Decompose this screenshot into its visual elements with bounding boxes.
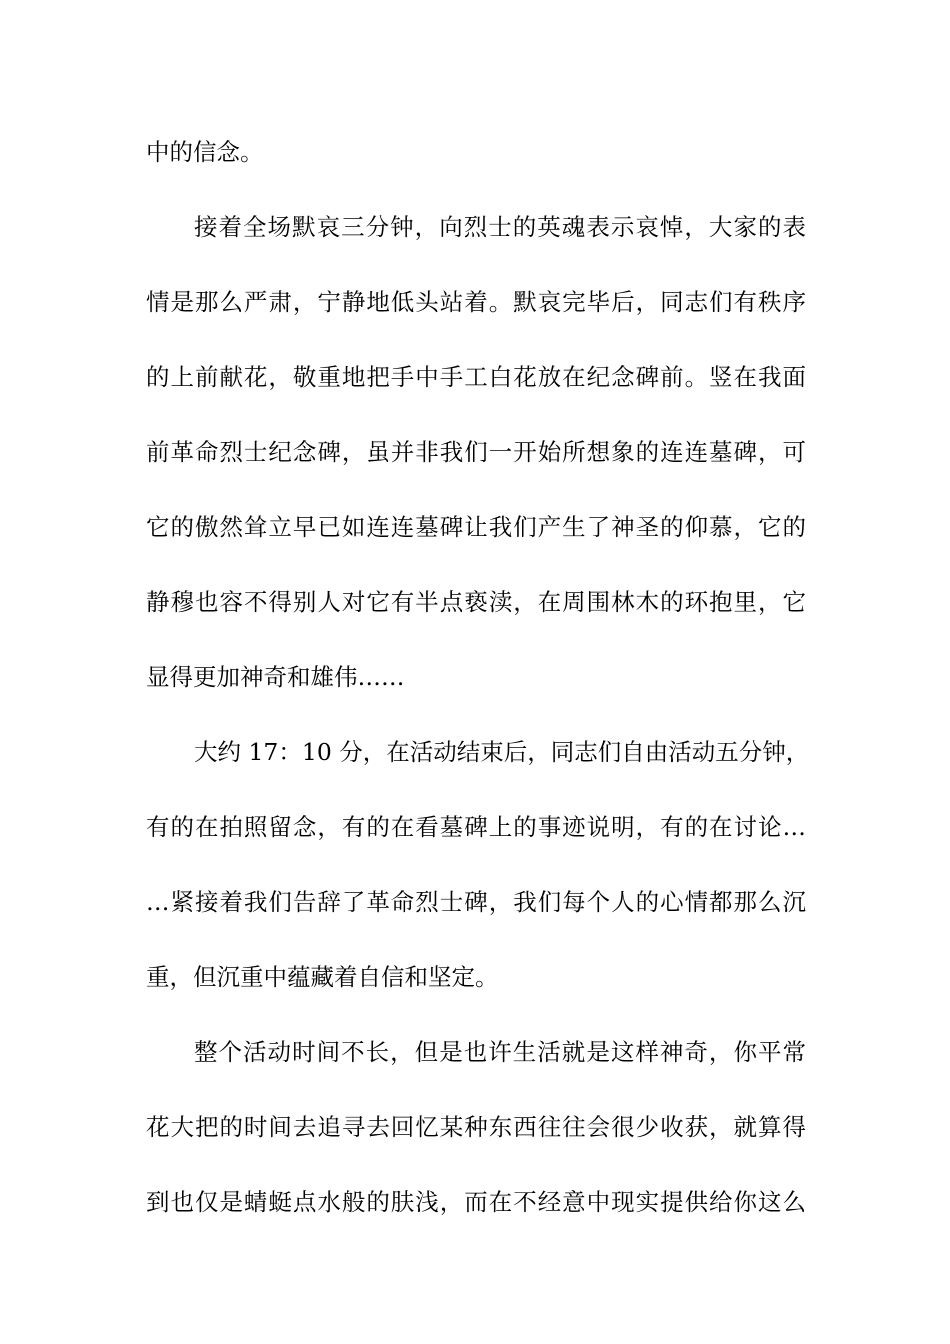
paragraph-line: 花大把的时间去追寻去回忆某种东西往往会很少收获，就算得 xyxy=(146,1113,806,1141)
paragraph-line: 显得更加神奇和雄伟…… xyxy=(146,663,405,691)
paragraph-line: 大约 17：10 分，在活动结束后，同志们自由活动五分钟， xyxy=(194,738,810,766)
paragraph-line: 重，但沉重中蕴藏着自信和坚定。 xyxy=(146,963,499,991)
paragraph-line: 静穆也容不得别人对它有半点亵渎，在周围林木的环抱里，它 xyxy=(146,588,806,616)
paragraph-line: 中的信念。 xyxy=(146,138,264,166)
paragraph-line: 到也仅是蜻蜓点水般的肤浅，而在不经意中现实提供给你这么 xyxy=(146,1188,806,1216)
paragraph-line: 整个活动时间不长，但是也许生活就是这样神奇，你平常 xyxy=(194,1038,806,1066)
paragraph-line: 前革命烈士纪念碑，虽并非我们一开始所想象的连连墓碑，可 xyxy=(146,438,806,466)
paragraph-line: 情是那么严肃，宁静地低头站着。默哀完毕后，同志们有秩序 xyxy=(146,288,806,316)
paragraph-line: 它的傲然耸立早已如连连墓碑让我们产生了神圣的仰慕，它的 xyxy=(146,513,806,541)
paragraph-line: …紧接着我们告辞了革命烈士碑，我们每个人的心情都那么沉 xyxy=(146,888,806,916)
paragraph-line: 接着全场默哀三分钟，向烈士的英魂表示哀悼，大家的表 xyxy=(194,213,806,241)
paragraph-line: 有的在拍照留念，有的在看墓碑上的事迹说明，有的在讨论… xyxy=(146,813,806,841)
paragraph-line: 的上前献花，敬重地把手中手工白花放在纪念碑前。竖在我面 xyxy=(146,363,806,391)
